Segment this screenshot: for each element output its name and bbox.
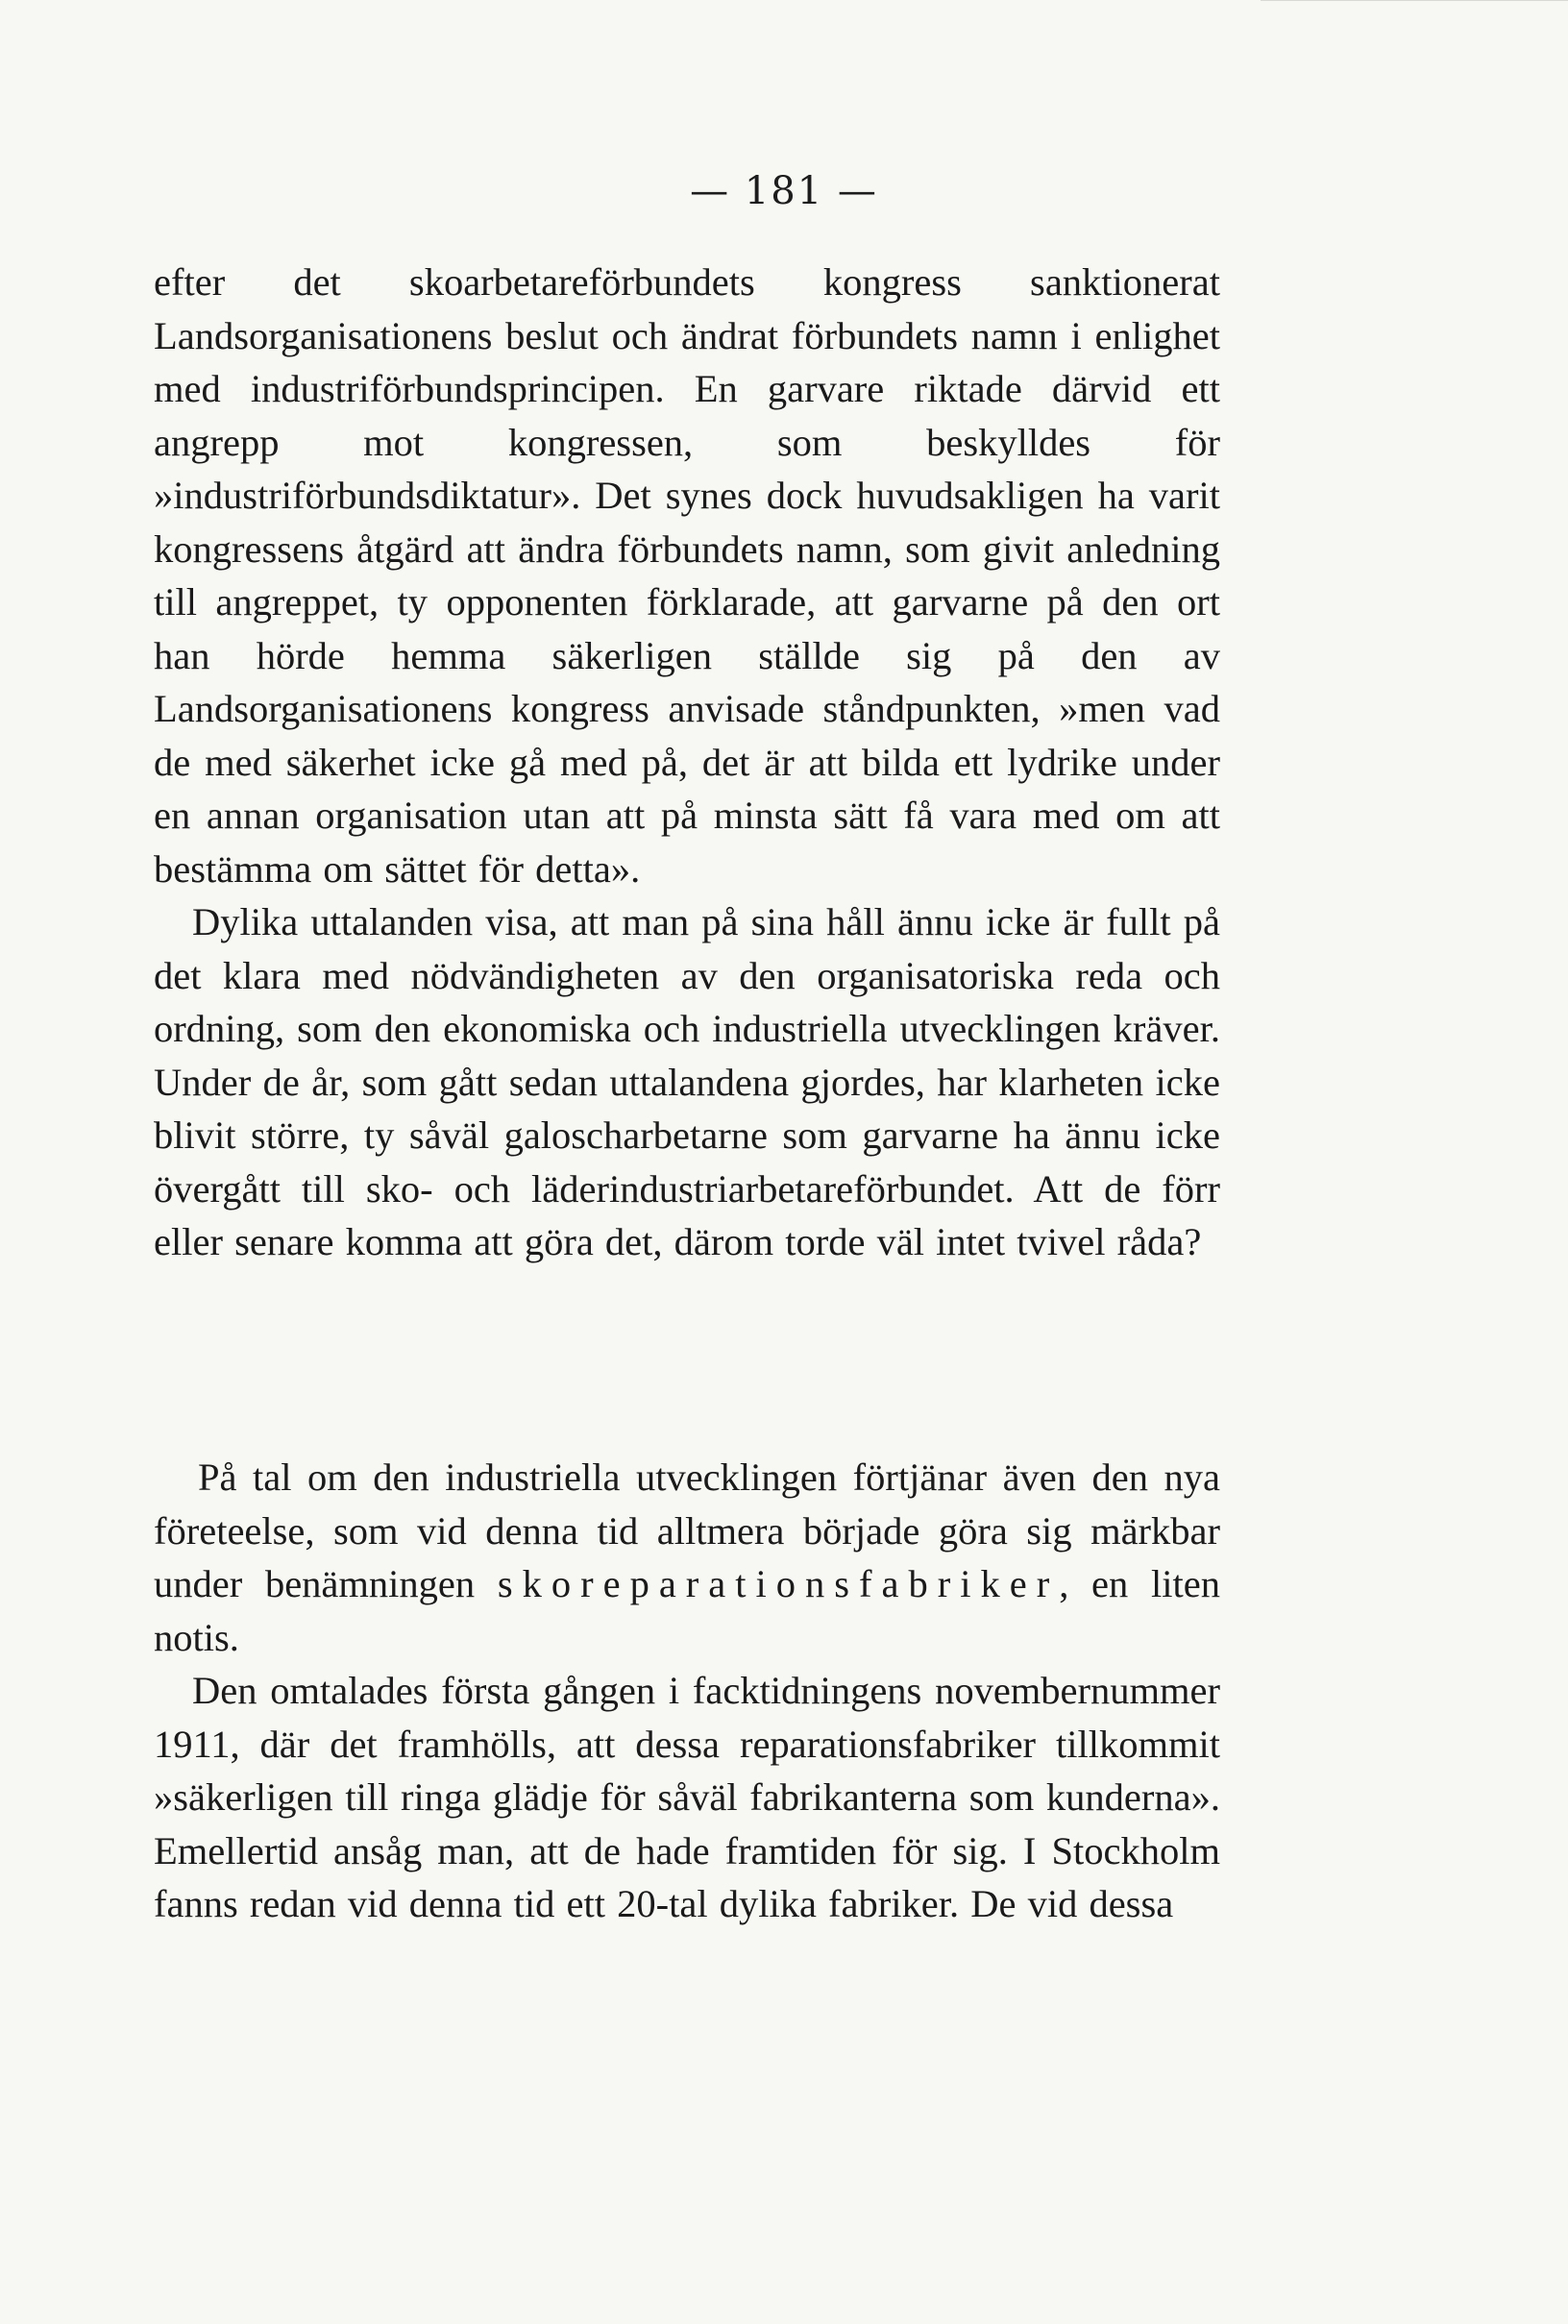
paragraph-4: Den omtalades första gången i facktidningens novembernummer 1911, där det framhölls, att dessa reparationsfabriker tillkommit »säkerligen till ringa glädje för såväl fabrikanterna som kunderna». Emellertid ansåg man, att de hade framtiden för sig. I Stockholm fanns redan vid denna tid ett 20-tal dylika fabriker. De vid dessa [154, 1669, 1220, 1925]
paragraph-3-end: , en liten notis. [154, 1562, 1220, 1659]
text-section-2 [154, 1451, 1220, 1931]
emphasized-term: skoreparationsfabriker [497, 1562, 1060, 1605]
paragraph-3 [154, 1451, 1220, 1664]
paragraph-3-start: På tal om den industriella utvecklingen förtjänar även den nya företeelse, som vid denna tid alltmera började göra sig märkbar under benämningen [154, 1456, 1220, 1605]
page-number: — 181 — [690, 169, 878, 213]
paragraph-1: efter det skoarbetareförbundets kongress sanktionerat Landsorganisationens beslut och ändrat förbundets namn i enlighet med industriförbundsprincipen. En garvare riktade därvid ett angrepp mot kongressen, som beskylldes för »industriförbundsdiktatur». Det synes dock huvudsakligen ha varit kongressens åtgärd att ändra förbundets namn, som givit anledning till angreppet, ty opponenten förklarade, att garvarne på den ort han hörde hemma säkerligen ställde sig på den av Landsorganisationens kongress anvisade ståndpunkten, »men vad de med säkerhet icke gå med på, det är att bilda ett lydrike under en annan organisation utan att på minsta sätt få vara med om att bestämma om sättet för detta». [154, 260, 1220, 891]
text-section-1 [154, 256, 1220, 1269]
paragraph-2: Dylika uttalanden visa, att man på sina håll ännu icke är fullt på det klara med nödvändigheten av den organisatoriska reda och ordning, som den ekonomiska och industriella utvecklingen kräver. Under de år, som gått sedan uttalandena gjordes, har klarheten icke blivit större, ty såväl galoscharbetarne som garvarne ha ännu icke övergått till sko- och läderindustriarbetareförbundet. Att de förr eller senare komma att göra det, därom torde väl intet tvivel råda? [154, 900, 1220, 1263]
page-edge-line [1261, 0, 1568, 11]
